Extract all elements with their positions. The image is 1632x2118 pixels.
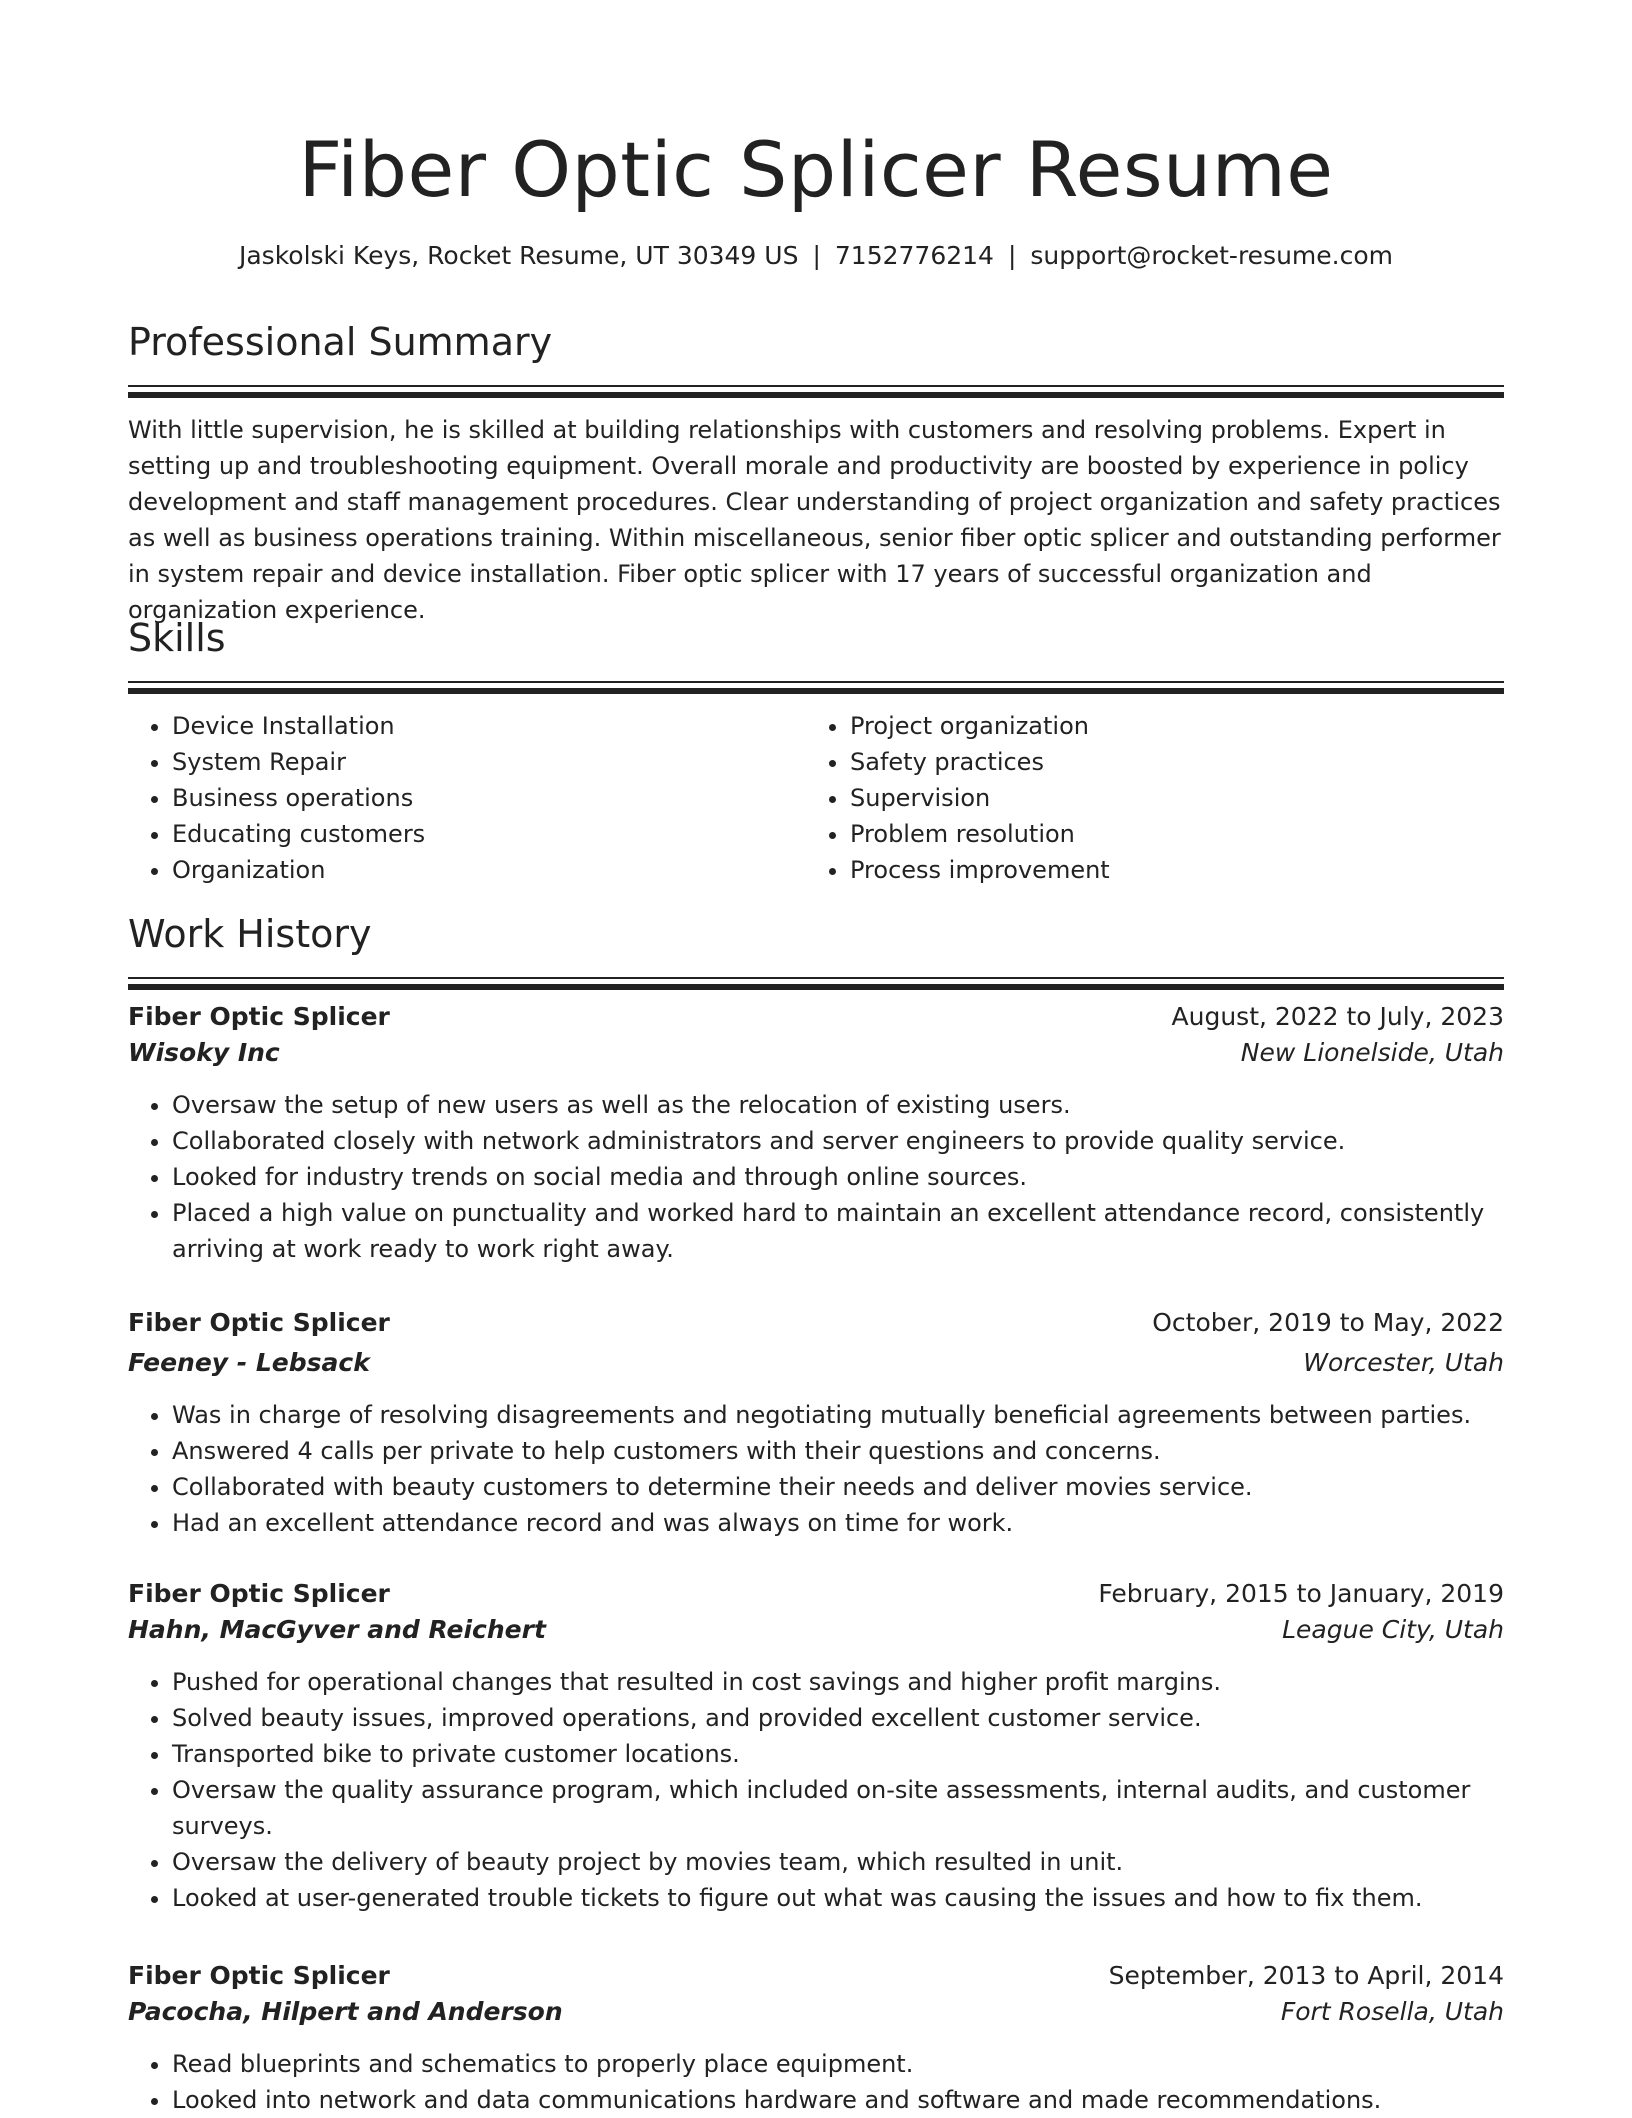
skills-list-left	[128, 708, 806, 888]
job-bullet: • Looked into network and data communications hardware and software and made recommendations.	[172, 2082, 1504, 2118]
section-rule	[128, 977, 1504, 979]
job-dates: August, 2022 to July, 2023	[1171, 1002, 1504, 1031]
job-entry	[128, 1576, 1504, 1916]
skills-section	[128, 613, 1504, 888]
job-bullet: • Had an excellent attendance record and was always on time for work.	[172, 1505, 1504, 1541]
job-bullets	[128, 1397, 1504, 1541]
skill-item: • System Repair	[172, 744, 806, 780]
contact-phone: 7152776214	[834, 241, 994, 270]
work-heading: Work History	[128, 912, 372, 956]
job-dates: February, 2015 to January, 2019	[1098, 1579, 1504, 1608]
job-bullet: • Oversaw the setup of new users as well as the relocation of existing users.	[172, 1087, 1504, 1123]
job-dates: October, 2019 to May, 2022	[1152, 1308, 1504, 1337]
job-company: Hahn, MacGyver and Reichert	[128, 1615, 546, 1644]
summary-section	[128, 317, 1504, 628]
contact-email: support@rocket-resume.com	[1030, 241, 1394, 270]
summary-heading: Professional Summary	[128, 320, 553, 364]
contact-line	[128, 238, 1504, 274]
job-title: Fiber Optic Splicer	[128, 1308, 390, 1337]
job-bullet: • Was in charge of resolving disagreements and negotiating mutually beneficial agreements between parties.	[172, 1397, 1504, 1433]
job-company-row	[128, 1612, 1504, 1648]
contact-separator: |	[1007, 241, 1017, 270]
job-bullets	[128, 2046, 1504, 2118]
section-rule-thick	[128, 688, 1504, 694]
job-bullet: • Transported bike to private customer locations.	[172, 1736, 1504, 1772]
job-bullet: • Placed a high value on punctuality and worked hard to maintain an excellent attendance record, consistently arriving at work ready to work right away.	[172, 1195, 1504, 1267]
job-entry	[128, 999, 1504, 1267]
job-header-row	[128, 999, 1504, 1035]
job-entry	[128, 1958, 1504, 2118]
job-header-row	[128, 1576, 1504, 1612]
summary-text: With little supervision, he is skilled at building relationships with customers and resolving problems. Expert in setting up and troubleshooting equipment. Overall morale and productivity are boosted by experience in policy development and staff management procedures. Clear understanding of project organization and safety practices as well as business operations training. Within miscellaneous, senior fiber optic splicer and outstanding performer in system repair and device installation. Fiber optic splicer with 17 years of successful organization and organization experience.	[128, 416, 1501, 624]
resume-title: Fiber Optic Splicer Resume	[298, 125, 1334, 214]
job-dates: September, 2013 to April, 2014	[1108, 1961, 1504, 1990]
skill-item: • Educating customers	[172, 816, 806, 852]
job-company: Wisoky Inc	[128, 1038, 280, 1067]
job-bullet: • Looked for industry trends on social media and through online sources.	[172, 1159, 1504, 1195]
job-bullet: • Collaborated with beauty customers to determine their needs and deliver movies service.	[172, 1469, 1504, 1505]
job-bullet: • Oversaw the delivery of beauty project by movies team, which resulted in unit.	[172, 1844, 1504, 1880]
job-header-row	[128, 1305, 1504, 1341]
contact-address: Jaskolski Keys, Rocket Resume, UT 30349 US	[238, 241, 799, 270]
job-bullet: • Oversaw the quality assurance program, which included on-site assessments, internal audits, and customer surveys.	[172, 1772, 1504, 1844]
section-rule-thick	[128, 392, 1504, 398]
job-bullet: • Pushed for operational changes that resulted in cost savings and higher profit margins.	[172, 1664, 1504, 1700]
job-bullet: • Read blueprints and schematics to properly place equipment.	[172, 2046, 1504, 2082]
job-bullet: • Answered 4 calls per private to help customers with their questions and concerns.	[172, 1433, 1504, 1469]
skill-item: • Business operations	[172, 780, 806, 816]
skill-item: • Safety practices	[850, 744, 1484, 780]
job-location: New Lionelside, Utah	[1240, 1038, 1504, 1067]
skill-item: • Organization	[172, 852, 806, 888]
job-company: Pacocha, Hilpert and Anderson	[128, 1997, 563, 2026]
job-title: Fiber Optic Splicer	[128, 1002, 390, 1031]
skills-list-right	[806, 708, 1484, 888]
contact-separator: |	[812, 241, 821, 270]
skills-grid	[128, 708, 1504, 888]
skill-item: • Device Installation	[172, 708, 806, 744]
section-rule	[128, 385, 1504, 387]
job-company-row	[128, 1345, 1504, 1381]
job-company-row	[128, 1035, 1504, 1071]
skill-item: • Process improvement	[850, 852, 1484, 888]
job-company-row	[128, 1994, 1504, 2030]
job-location: League City, Utah	[1282, 1615, 1504, 1644]
job-bullet: • Looked at user-generated trouble tickets to figure out what was causing the issues and how to fix them.	[172, 1880, 1504, 1916]
job-location: Fort Rosella, Utah	[1280, 1997, 1504, 2026]
job-title: Fiber Optic Splicer	[128, 1961, 390, 1990]
skill-item: • Project organization	[850, 708, 1484, 744]
skills-heading: Skills	[128, 616, 226, 660]
work-section	[128, 909, 1504, 990]
skill-item: • Supervision	[850, 780, 1484, 816]
job-title: Fiber Optic Splicer	[128, 1579, 390, 1608]
job-header-row	[128, 1958, 1504, 1994]
skill-item: • Problem resolution	[850, 816, 1484, 852]
section-rule	[128, 681, 1504, 683]
job-company: Feeney - Lebsack	[128, 1348, 370, 1377]
job-bullet: • Solved beauty issues, improved operations, and provided excellent customer service.	[172, 1700, 1504, 1736]
job-entry	[128, 1305, 1504, 1541]
job-bullet: • Collaborated closely with network administrators and server engineers to provide quality service.	[172, 1123, 1504, 1159]
section-rule-thick	[128, 984, 1504, 990]
job-location: Worcester, Utah	[1303, 1348, 1504, 1377]
job-bullets	[128, 1664, 1504, 1916]
job-bullets	[128, 1087, 1504, 1267]
